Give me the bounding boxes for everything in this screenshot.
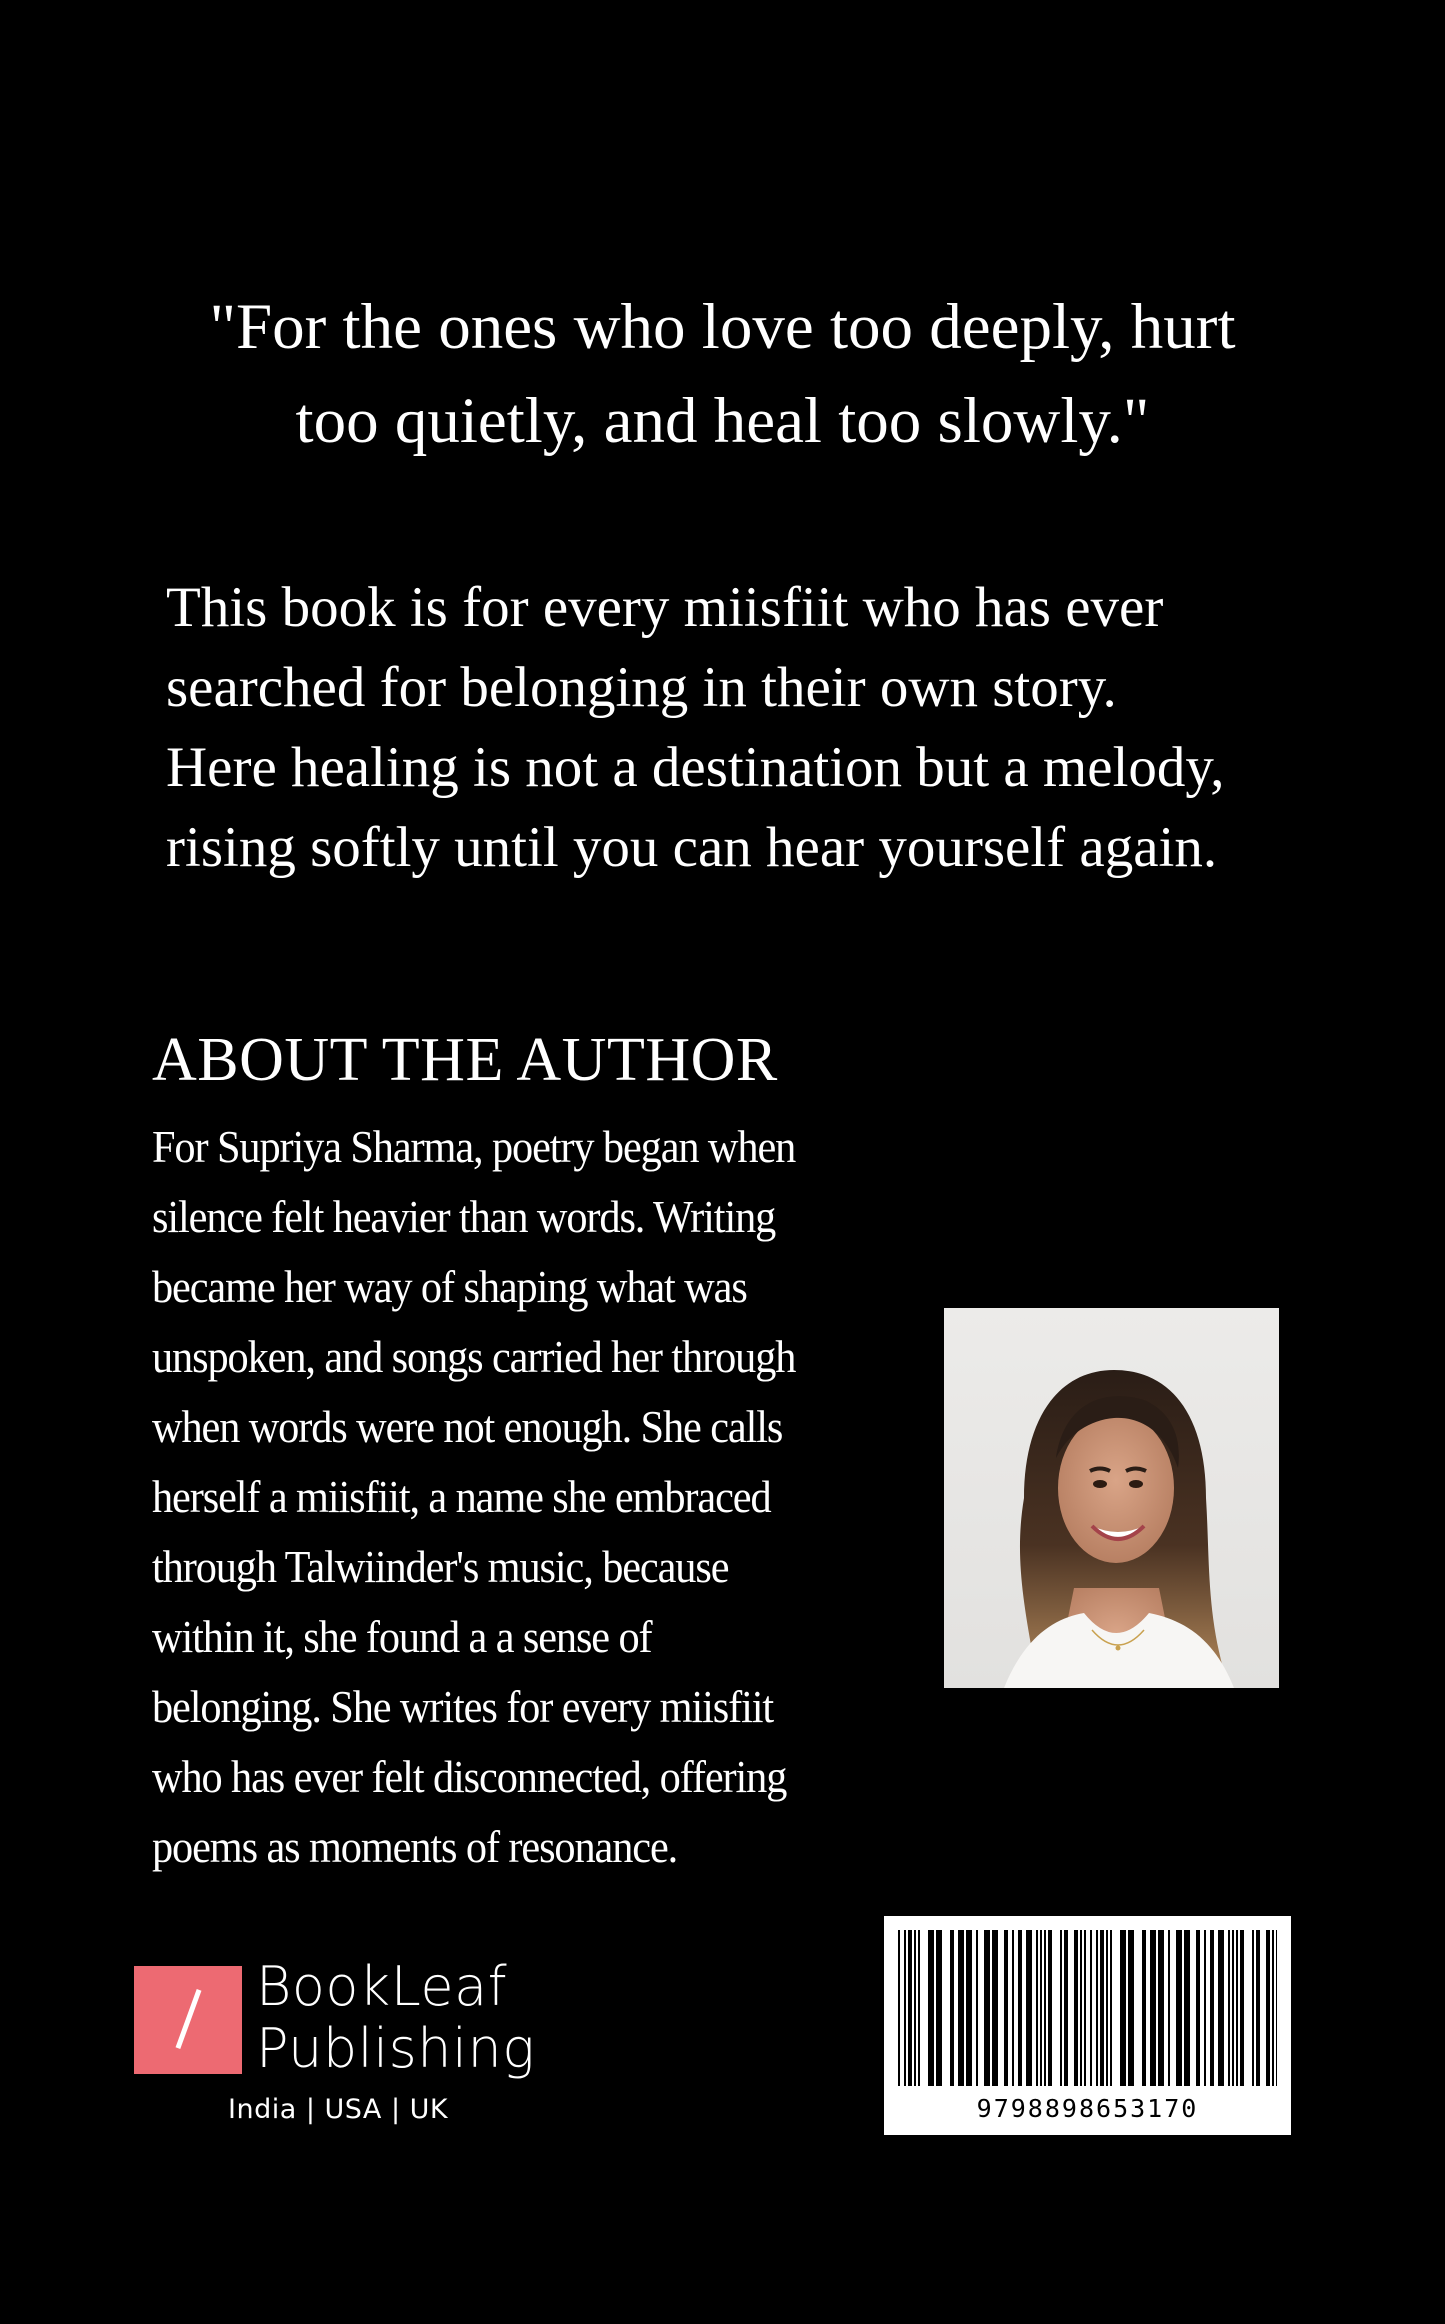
blurb-line: searched for belonging in their own story. xyxy=(166,656,1117,719)
bio-line: herself a miisfiit, a name she embraced xyxy=(152,1471,771,1522)
publisher-name-line: BookLeaf xyxy=(256,1955,508,2018)
publisher-regions: India | USA | UK xyxy=(228,2094,449,2125)
bio-line: within it, she found a a sense of xyxy=(152,1611,652,1662)
blurb-line: Here healing is not a destination but a melody, xyxy=(166,736,1225,799)
bio-line: unspoken, and songs carried her through xyxy=(152,1331,796,1382)
about-author-heading: ABOUT THE AUTHOR xyxy=(152,1026,778,1094)
bio-line: silence felt heavier than words. Writing xyxy=(152,1191,776,1242)
isbn-number: 9798898653170 xyxy=(976,2094,1199,2123)
bio-line: when words were not enough. She calls xyxy=(152,1401,783,1452)
blurb-line: This book is for every miisfiit who has ever xyxy=(166,576,1164,639)
bio-line: through Talwiinder's music, because xyxy=(152,1541,729,1592)
quote-line: "For the ones who love too deeply, hurt xyxy=(209,291,1236,363)
quote-line: too quietly, and heal too slowly." xyxy=(295,385,1150,457)
barcode-bars xyxy=(884,1916,1291,2096)
blurb-line: rising softly until you can hear yourself again. xyxy=(166,816,1218,879)
epigraph-quote xyxy=(100,280,1345,468)
bio-line: For Supriya Sharma, poetry began when xyxy=(152,1121,796,1172)
publisher-logo xyxy=(134,1955,536,2125)
author-bio xyxy=(152,1112,851,1882)
publisher-name xyxy=(256,1956,535,2080)
publisher-name-line: Publishing xyxy=(256,2017,536,2080)
bio-line: belonging. She writes for every miisfiit xyxy=(152,1681,774,1732)
bio-line: became her way of shaping what was xyxy=(152,1261,747,1312)
book-blurb xyxy=(166,568,1326,888)
bio-line: who has ever felt disconnected, offering xyxy=(152,1751,787,1802)
isbn-barcode xyxy=(884,1916,1291,2135)
bio-line: poems as moments of resonance. xyxy=(152,1821,678,1872)
slash-icon xyxy=(134,1966,242,2074)
author-photo xyxy=(944,1308,1279,1688)
